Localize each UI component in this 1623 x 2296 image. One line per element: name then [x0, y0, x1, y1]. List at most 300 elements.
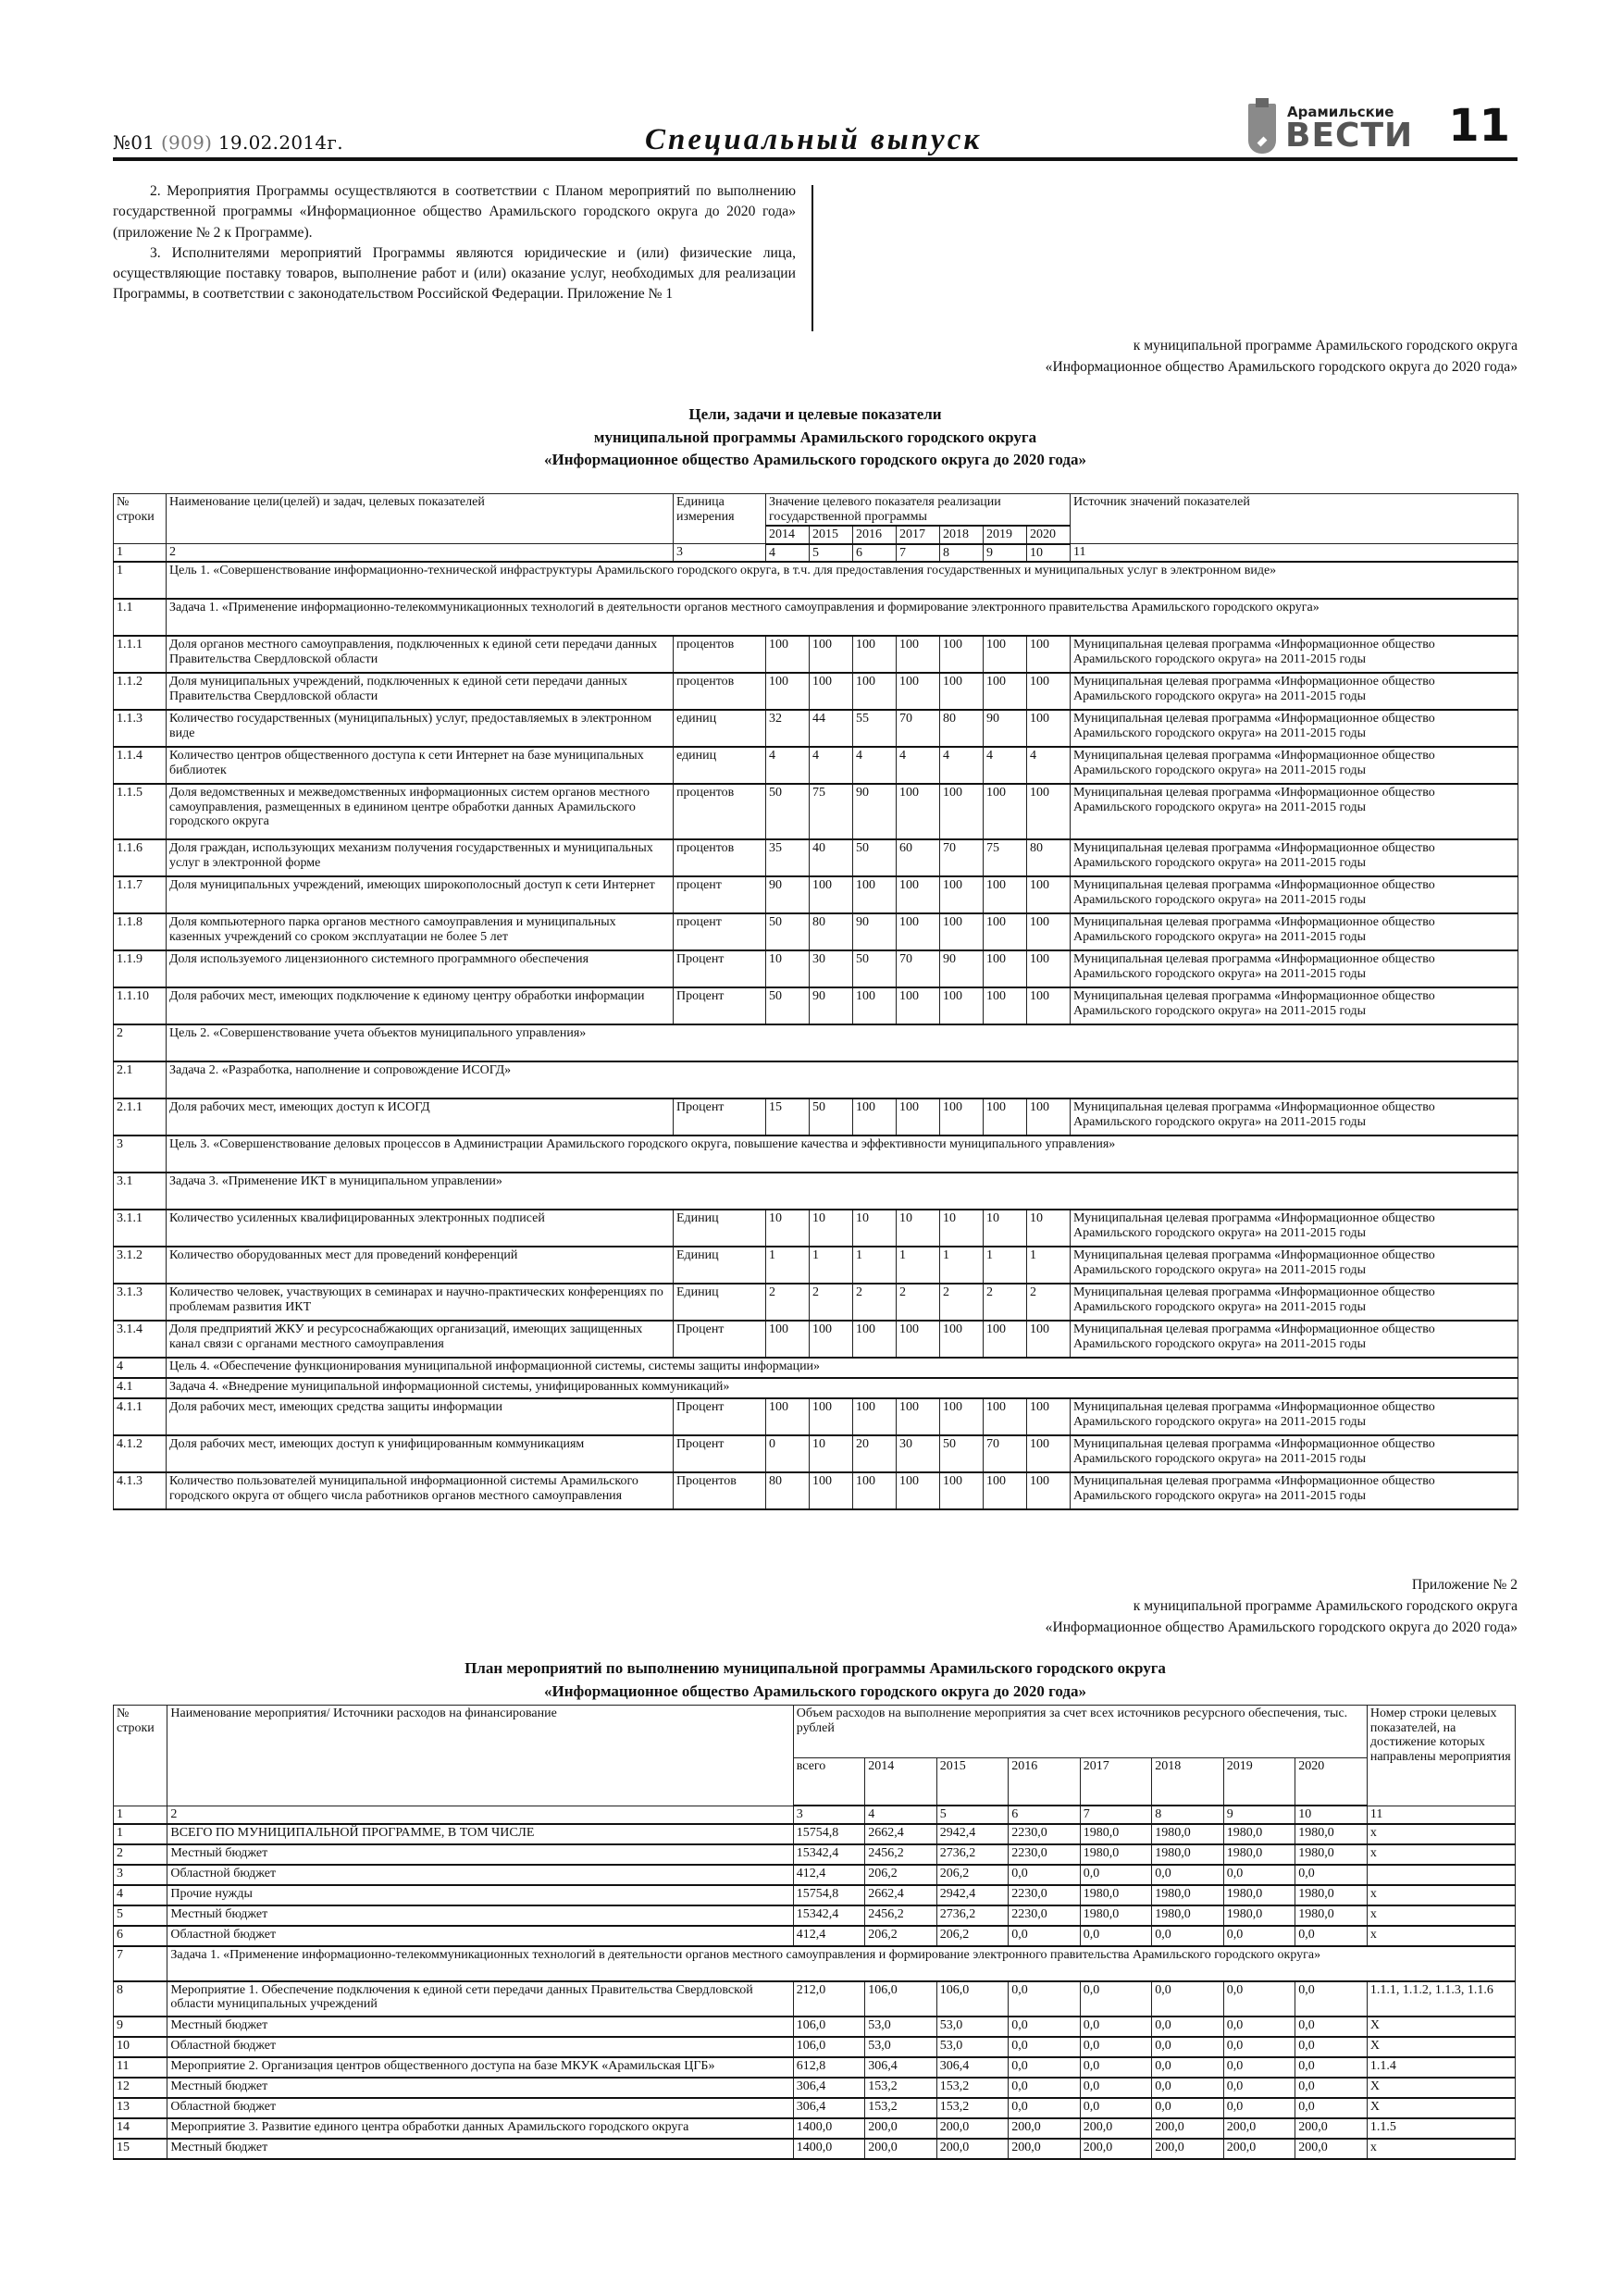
section-text: Цель 4. «Обеспечение функционирования муниципальной информационной системы, системы защиты информации»: [167, 1358, 1518, 1378]
amount-value: 0,0: [1080, 2098, 1152, 2118]
amount-value: 0,0: [1223, 2057, 1295, 2078]
activity-name: Областной бюджет: [167, 2098, 793, 2118]
activity-name: Мероприятие 1. Обеспечение подключения к единой сети передачи данных Правительства Свердловской области муниципальных учреждений: [167, 1981, 793, 2017]
target-row-ref: х: [1367, 1926, 1515, 1946]
activity-name: Мероприятие 2. Организация центров общественного доступа на базе МКУК «Арамильская ЦГБ»: [167, 2057, 793, 2078]
table-row: [114, 1865, 1516, 1885]
col-header: 2014: [865, 1758, 937, 1806]
year-value: 60: [897, 839, 940, 876]
year-value: 100: [1027, 950, 1071, 987]
amount-value: 200,0: [1223, 2139, 1295, 2159]
unit: Процент: [674, 1435, 766, 1472]
year-value: 100: [1027, 710, 1071, 747]
year-value: 75: [810, 784, 853, 839]
activity-name: Областной бюджет: [167, 1865, 793, 1885]
amount-value: 0,0: [1295, 2017, 1368, 2037]
amount-value: 200,0: [865, 2118, 937, 2139]
activity-name: Мероприятие 3. Развитие единого центра обработки данных Арамильского городского округа: [167, 2118, 793, 2139]
issue-prefix: №01: [113, 131, 155, 154]
year-value: 100: [940, 636, 984, 673]
year-value: 10: [853, 1210, 897, 1247]
targets-table-body: [114, 562, 1518, 1509]
amount-value: 153,2: [936, 2098, 1009, 2118]
amount-value: 2456,2: [865, 1844, 937, 1865]
year-value: 90: [853, 784, 897, 839]
amount-value: 2662,4: [865, 1885, 937, 1905]
year-value: 70: [984, 1435, 1027, 1472]
amount-value: 0,0: [1295, 2057, 1368, 2078]
year-value: 1: [897, 1247, 940, 1284]
year-value: 100: [1027, 1472, 1071, 1509]
target-row-ref: Х: [1367, 2078, 1515, 2098]
col-number: 4: [865, 1806, 937, 1824]
year-value: 100: [897, 636, 940, 673]
amount-value: 200,0: [1295, 2118, 1368, 2139]
year-value: 30: [810, 950, 853, 987]
col-number: 8: [1152, 1806, 1224, 1824]
col-number: 10: [1027, 544, 1071, 563]
table-row: [114, 876, 1518, 913]
table2-title: [113, 1657, 1518, 1703]
year-value: 35: [766, 839, 810, 876]
year-value: 90: [940, 950, 984, 987]
amount-value: 0,0: [1009, 2057, 1081, 2078]
year-value: 100: [940, 673, 984, 710]
section-text: Цель 3. «Совершенствование деловых процессов в Администрации Арамильского городского округа, повышение качества и эффективности муниципального управления»: [167, 1136, 1518, 1173]
year-value: 15: [766, 1098, 810, 1136]
amount-value: 1980,0: [1080, 1905, 1152, 1926]
year-value: 100: [984, 913, 1027, 950]
table-row: [114, 636, 1518, 673]
amount-value: 1980,0: [1223, 1824, 1295, 1844]
table-row: [114, 2139, 1516, 2159]
newspaper-logo: [1248, 102, 1414, 155]
header-name: Наименование мероприятия/ Источники расходов на финансирование: [167, 1706, 793, 1806]
amount-value: 306,4: [865, 2057, 937, 2078]
table-row: [114, 1098, 1518, 1136]
amount-value: 106,0: [865, 1981, 937, 2017]
year-value: 10: [766, 1210, 810, 1247]
intro-text: [113, 181, 796, 305]
table-row: [114, 2017, 1516, 2037]
source: Муниципальная целевая программа «Информационное общество Арамильского городского округа» на 2011-2015 годы: [1071, 747, 1518, 784]
target-row-ref: Х: [1367, 2037, 1515, 2057]
table-row: [114, 2118, 1516, 2139]
section-text: Задача 1. «Применение информационно-телекоммуникационных технологий в деятельности органов местного самоуправления и формирование электронного правительства Арамильского городского округа»: [167, 599, 1518, 636]
year-value: 100: [1027, 1321, 1071, 1358]
target-row-ref: 1.1.4: [1367, 2057, 1515, 2078]
title-line: План мероприятий по выполнению муниципальной программы Арамильского городского округа: [465, 1659, 1166, 1677]
year-value: 100: [940, 1472, 984, 1509]
annex-line: «Информационное общество Арамильского городского округа до 2020 года»: [1045, 359, 1518, 375]
row-number: 1.1.3: [114, 710, 167, 747]
year-header: 2019: [984, 526, 1027, 544]
annex-line: к муниципальной программе Арамильского городского округа: [1133, 1598, 1518, 1614]
row-number: 3.1.2: [114, 1247, 167, 1284]
year-value: 100: [1027, 913, 1071, 950]
row-number: 1.1.4: [114, 747, 167, 784]
table-row: [114, 1981, 1516, 2017]
source: Муниципальная целевая программа «Информационное общество Арамильского городского округа» на 2011-2015 годы: [1071, 1284, 1518, 1321]
year-value: 4: [940, 747, 984, 784]
year-value: 100: [897, 876, 940, 913]
amount-value: 2230,0: [1009, 1905, 1081, 1926]
amount-value: 1980,0: [1152, 1844, 1224, 1865]
row-number: 1: [114, 1824, 167, 1844]
indicator-name: Доля рабочих мест, имеющих доступ к ИСОГД: [167, 1098, 674, 1136]
col-number: 11: [1071, 544, 1518, 563]
indicator-name: Доля ведомственных и межведомственных информационных систем органов местного самоуправления, размещенных в единином центре обработки данных Арамильского городского округа: [167, 784, 674, 839]
year-value: 55: [853, 710, 897, 747]
year-value: 2: [853, 1284, 897, 1321]
source: Муниципальная целевая программа «Информационное общество Арамильского городского округа» на 2011-2015 годы: [1071, 673, 1518, 710]
col-number: 9: [1223, 1806, 1295, 1824]
year-header: 2017: [897, 526, 940, 544]
header-unit: Единица измерения: [674, 494, 766, 544]
amount-value: 106,0: [793, 2017, 865, 2037]
amount-value: 1980,0: [1152, 1824, 1224, 1844]
year-value: 100: [1027, 987, 1071, 1024]
year-value: 70: [897, 710, 940, 747]
col-header: 2019: [1223, 1758, 1295, 1806]
amount-value: 0,0: [1223, 1926, 1295, 1946]
year-value: 100: [984, 1321, 1027, 1358]
page-number: 11: [1448, 100, 1510, 152]
year-value: 30: [897, 1435, 940, 1472]
year-value: 100: [940, 876, 984, 913]
year-value: 100: [853, 876, 897, 913]
source: Муниципальная целевая программа «Информационное общество Арамильского городского округа» на 2011-2015 годы: [1071, 1247, 1518, 1284]
year-value: 100: [984, 1098, 1027, 1136]
year-value: 100: [766, 636, 810, 673]
amount-value: 200,0: [1080, 2118, 1152, 2139]
issue-info: [113, 131, 343, 154]
col-number: 9: [984, 544, 1027, 563]
year-value: 2: [984, 1284, 1027, 1321]
amount-value: 1980,0: [1223, 1885, 1295, 1905]
col-number: 3: [674, 544, 766, 563]
indicator-name: Доля рабочих мест, имеющих средства защиты информации: [167, 1398, 674, 1435]
row-number: 3.1.4: [114, 1321, 167, 1358]
section-row: [114, 1061, 1518, 1098]
unit: Процент: [674, 1321, 766, 1358]
table-row: [114, 1905, 1516, 1926]
activity-name: Местный бюджет: [167, 1844, 793, 1865]
amount-value: 0,0: [1152, 1926, 1224, 1946]
target-row-ref: Х: [1367, 2098, 1515, 2118]
target-row-ref: х: [1367, 2139, 1515, 2159]
amount-value: 0,0: [1152, 2017, 1224, 2037]
indicator-name: Количество пользователей муниципальной информационной системы Арамильского городского округа от общего числа работников органов местного самоуправления: [167, 1472, 674, 1509]
amount-value: 0,0: [1009, 2017, 1081, 2037]
year-value: 2: [1027, 1284, 1071, 1321]
col-header: 2018: [1152, 1758, 1224, 1806]
col-number: 10: [1295, 1806, 1368, 1824]
year-value: 100: [984, 1398, 1027, 1435]
year-value: 70: [940, 839, 984, 876]
indicator-name: Доля используемого лицензионного системного программного обеспечения: [167, 950, 674, 987]
indicator-name: Доля муниципальных учреждений, имеющих широкополосный доступ к сети Интернет: [167, 876, 674, 913]
source: Муниципальная целевая программа «Информационное общество Арамильского городского округа» на 2011-2015 годы: [1071, 1321, 1518, 1358]
year-value: 50: [853, 839, 897, 876]
header-values: Значение целевого показателя реализации государственной программы: [766, 494, 1071, 527]
row-number: 4.1: [114, 1378, 167, 1398]
year-value: 100: [853, 1321, 897, 1358]
year-value: 1: [853, 1247, 897, 1284]
unit: Единиц: [674, 1210, 766, 1247]
section-row: [114, 1136, 1518, 1173]
year-value: 100: [1027, 673, 1071, 710]
year-value: 0: [766, 1435, 810, 1472]
year-value: 100: [984, 950, 1027, 987]
table-row: [114, 2037, 1516, 2057]
indicator-name: Доля муниципальных учреждений, подключенных к единой сети передачи данных Правительства Свердловской области: [167, 673, 674, 710]
amount-value: 0,0: [1223, 2098, 1295, 2118]
activity-name: ВСЕГО ПО МУНИЦИПАЛЬНОЙ ПРОГРАММЕ, В ТОМ ЧИСЛЕ: [167, 1824, 793, 1844]
amount-value: 0,0: [1295, 1981, 1368, 2017]
year-value: 100: [766, 1321, 810, 1358]
col-number: 11: [1367, 1806, 1515, 1824]
year-value: 100: [1027, 1398, 1071, 1435]
amount-value: 53,0: [865, 2017, 937, 2037]
amount-value: 0,0: [1152, 2057, 1224, 2078]
row-number: 14: [114, 2118, 167, 2139]
col-number: 2: [167, 544, 674, 563]
year-header: 2018: [940, 526, 984, 544]
col-header: 2020: [1295, 1758, 1368, 1806]
amount-value: 1980,0: [1152, 1905, 1224, 1926]
title-line: «Информационное общество Арамильского городского округа до 2020 года»: [543, 451, 1087, 468]
amount-value: 0,0: [1152, 2037, 1224, 2057]
col-number: 6: [853, 544, 897, 563]
year-value: 1: [940, 1247, 984, 1284]
intro-paragraph: 3. Исполнителями мероприятий Программы являются юридические и (или) физические лица, осуществляющие поставку товаров, выполнение работ и (или) оказание услуг, необходимых для реализации Программы, в соответствии с законодательством Российской Федерации. Приложение № 1: [113, 244, 796, 303]
amount-value: 212,0: [793, 1981, 865, 2017]
year-value: 70: [897, 950, 940, 987]
amount-value: 1980,0: [1080, 1885, 1152, 1905]
amount-value: 200,0: [936, 2118, 1009, 2139]
year-value: 4: [810, 747, 853, 784]
row-number: 13: [114, 2098, 167, 2118]
coat-of-arms-icon: [1248, 104, 1276, 154]
amount-value: 1980,0: [1295, 1824, 1368, 1844]
row-number: 9: [114, 2017, 167, 2037]
amount-value: 0,0: [1295, 1926, 1368, 1946]
year-value: 20: [853, 1435, 897, 1472]
unit: Процент: [674, 950, 766, 987]
section-row: [114, 599, 1518, 636]
header-name: Наименование цели(целей) и задач, целевых показателей: [167, 494, 674, 544]
activity-name: Местный бюджет: [167, 2139, 793, 2159]
amount-value: 0,0: [1080, 2078, 1152, 2098]
row-number: 1.1.6: [114, 839, 167, 876]
amount-value: 2662,4: [865, 1824, 937, 1844]
annex-line: к муниципальной программе Арамильского городского округа: [1133, 338, 1518, 354]
amount-value: 0,0: [1080, 2037, 1152, 2057]
year-value: 100: [853, 1098, 897, 1136]
amount-value: 2456,2: [865, 1905, 937, 1926]
amount-value: 0,0: [1152, 2098, 1224, 2118]
header-source: Источник значений показателей: [1071, 494, 1518, 544]
target-row-ref: х: [1367, 1905, 1515, 1926]
table-row: [114, 784, 1518, 839]
amount-value: 106,0: [936, 1981, 1009, 2017]
unit: единиц: [674, 710, 766, 747]
amount-value: 153,2: [865, 2098, 937, 2118]
table-row: [114, 1398, 1518, 1435]
row-number: 3: [114, 1865, 167, 1885]
unit: процентов: [674, 839, 766, 876]
source: Муниципальная целевая программа «Информационное общество Арамильского городского округа» на 2011-2015 годы: [1071, 636, 1518, 673]
year-value: 100: [766, 1398, 810, 1435]
table-row: [114, 950, 1518, 987]
amount-value: 0,0: [1223, 2037, 1295, 2057]
amount-value: 15342,4: [793, 1905, 865, 1926]
year-value: 100: [897, 987, 940, 1024]
table-row: [114, 1435, 1518, 1472]
col-number: 3: [793, 1806, 865, 1824]
amount-value: 0,0: [1152, 2078, 1224, 2098]
year-value: 100: [1027, 876, 1071, 913]
column-divider: [812, 185, 813, 331]
row-number: 11: [114, 2057, 167, 2078]
year-value: 100: [984, 636, 1027, 673]
target-row-ref: х: [1367, 1885, 1515, 1905]
amount-value: 2736,2: [936, 1844, 1009, 1865]
year-value: 10: [940, 1210, 984, 1247]
year-value: 100: [984, 1472, 1027, 1509]
year-value: 100: [853, 636, 897, 673]
amount-value: 1980,0: [1152, 1885, 1224, 1905]
table-row: [114, 2078, 1516, 2098]
source: Муниципальная целевая программа «Информационное общество Арамильского городского округа» на 2011-2015 годы: [1071, 710, 1518, 747]
amount-value: 15754,8: [793, 1824, 865, 1844]
year-value: 80: [766, 1472, 810, 1509]
indicator-name: Количество оборудованных мест для проведений конференций: [167, 1247, 674, 1284]
year-value: 80: [940, 710, 984, 747]
year-value: 90: [810, 987, 853, 1024]
amount-value: 200,0: [1295, 2139, 1368, 2159]
row-number: 1.1.5: [114, 784, 167, 839]
year-value: 4: [1027, 747, 1071, 784]
header-target: Номер строки целевых показателей, на достижение которых направлены мероприятия: [1367, 1706, 1515, 1806]
row-number: 1.1.9: [114, 950, 167, 987]
year-value: 75: [984, 839, 1027, 876]
year-value: 10: [984, 1210, 1027, 1247]
source: Муниципальная целевая программа «Информационное общество Арамильского городского округа» на 2011-2015 годы: [1071, 784, 1518, 839]
source: Муниципальная целевая программа «Информационное общество Арамильского городского округа» на 2011-2015 годы: [1071, 913, 1518, 950]
year-value: 50: [766, 913, 810, 950]
action-plan-table: [113, 1705, 1516, 2160]
unit: Процент: [674, 1398, 766, 1435]
intro-paragraph: 2. Мероприятия Программы осуществляются в соответствии с Планом мероприятий по выполнению государственной программы «Информационное общество Арамильского городского округа до 2020 года» (приложение № 2 к Программе).: [113, 183, 796, 241]
issue-number: (909): [160, 131, 213, 154]
amount-value: 1980,0: [1223, 1844, 1295, 1865]
amount-value: 1980,0: [1295, 1885, 1368, 1905]
year-header: 2016: [853, 526, 897, 544]
amount-value: 0,0: [1080, 1981, 1152, 2017]
col-number: 7: [897, 544, 940, 563]
row-number: 8: [114, 1981, 167, 2017]
col-number: 2: [167, 1806, 793, 1824]
row-number: 12: [114, 2078, 167, 2098]
year-value: 4: [853, 747, 897, 784]
indicator-name: Доля рабочих мест, имеющих подключение к единому центру обработки информации: [167, 987, 674, 1024]
row-number: 15: [114, 2139, 167, 2159]
logo-main-text: ВЕСТИ: [1285, 117, 1414, 155]
year-value: 100: [897, 1098, 940, 1136]
year-value: 50: [940, 1435, 984, 1472]
table-row: [114, 1844, 1516, 1865]
year-header: 2015: [810, 526, 853, 544]
year-value: 50: [766, 784, 810, 839]
amount-value: 0,0: [1009, 1926, 1081, 1946]
section-row: [114, 1946, 1516, 1981]
year-value: 2: [897, 1284, 940, 1321]
target-row-ref: [1367, 1865, 1515, 1885]
col-header: 2016: [1009, 1758, 1081, 1806]
amount-value: 1980,0: [1295, 1844, 1368, 1865]
title-line: Цели, задачи и целевые показатели: [688, 405, 942, 423]
row-number: 6: [114, 1926, 167, 1946]
row-number: 4: [114, 1885, 167, 1905]
year-value: 10: [766, 950, 810, 987]
year-value: 44: [810, 710, 853, 747]
indicator-name: Доля компьютерного парка органов местного самоуправления и муниципальных казенных учреждений со сроком эксплуатации не более 5 лет: [167, 913, 674, 950]
indicator-name: Доля граждан, использующих механизм получения государственных и муниципальных услуг в электронной форме: [167, 839, 674, 876]
unit: единиц: [674, 747, 766, 784]
row-number: 1: [114, 562, 167, 599]
year-value: 100: [853, 987, 897, 1024]
col-number: 5: [936, 1806, 1009, 1824]
action-plan-table-body: [114, 1824, 1516, 2159]
year-value: 100: [897, 1321, 940, 1358]
amount-value: 200,0: [936, 2139, 1009, 2159]
amount-value: 0,0: [1009, 1981, 1081, 2017]
activity-name: Областной бюджет: [167, 2037, 793, 2057]
amount-value: 412,4: [793, 1865, 865, 1885]
row-number: 2.1: [114, 1061, 167, 1098]
source: Муниципальная целевая программа «Информационное общество Арамильского городского округа» на 2011-2015 годы: [1071, 839, 1518, 876]
table-row: [114, 2098, 1516, 2118]
target-row-ref: х: [1367, 1824, 1515, 1844]
amount-value: 0,0: [1295, 2078, 1368, 2098]
year-value: 100: [1027, 1435, 1071, 1472]
amount-value: 2230,0: [1009, 1844, 1081, 1865]
col-header: 2015: [936, 1758, 1009, 1806]
row-number: 2: [114, 1844, 167, 1865]
header-num: № строки: [114, 494, 167, 544]
row-number: 1.1.8: [114, 913, 167, 950]
amount-value: 106,0: [793, 2037, 865, 2057]
year-value: 100: [1027, 1098, 1071, 1136]
amount-value: 153,2: [936, 2078, 1009, 2098]
year-value: 40: [810, 839, 853, 876]
amount-value: 53,0: [865, 2037, 937, 2057]
year-value: 100: [766, 673, 810, 710]
year-value: 90: [984, 710, 1027, 747]
source: Муниципальная целевая программа «Информационное общество Арамильского городского округа» на 2011-2015 годы: [1071, 1435, 1518, 1472]
amount-value: 0,0: [1080, 1865, 1152, 1885]
table-row: [114, 839, 1518, 876]
section-text: Задача 3. «Применение ИКТ в муниципальном управлении»: [167, 1173, 1518, 1210]
indicator-name: Доля органов местного самоуправления, подключенных к единой сети передачи данных Правительства Свердловской области: [167, 636, 674, 673]
amount-value: 200,0: [1152, 2139, 1224, 2159]
amount-value: 0,0: [1223, 2017, 1295, 2037]
masthead: [113, 102, 1518, 161]
indicator-name: Количество центров общественного доступа к сети Интернет на базе муниципальных библиотек: [167, 747, 674, 784]
amount-value: 1980,0: [1223, 1905, 1295, 1926]
